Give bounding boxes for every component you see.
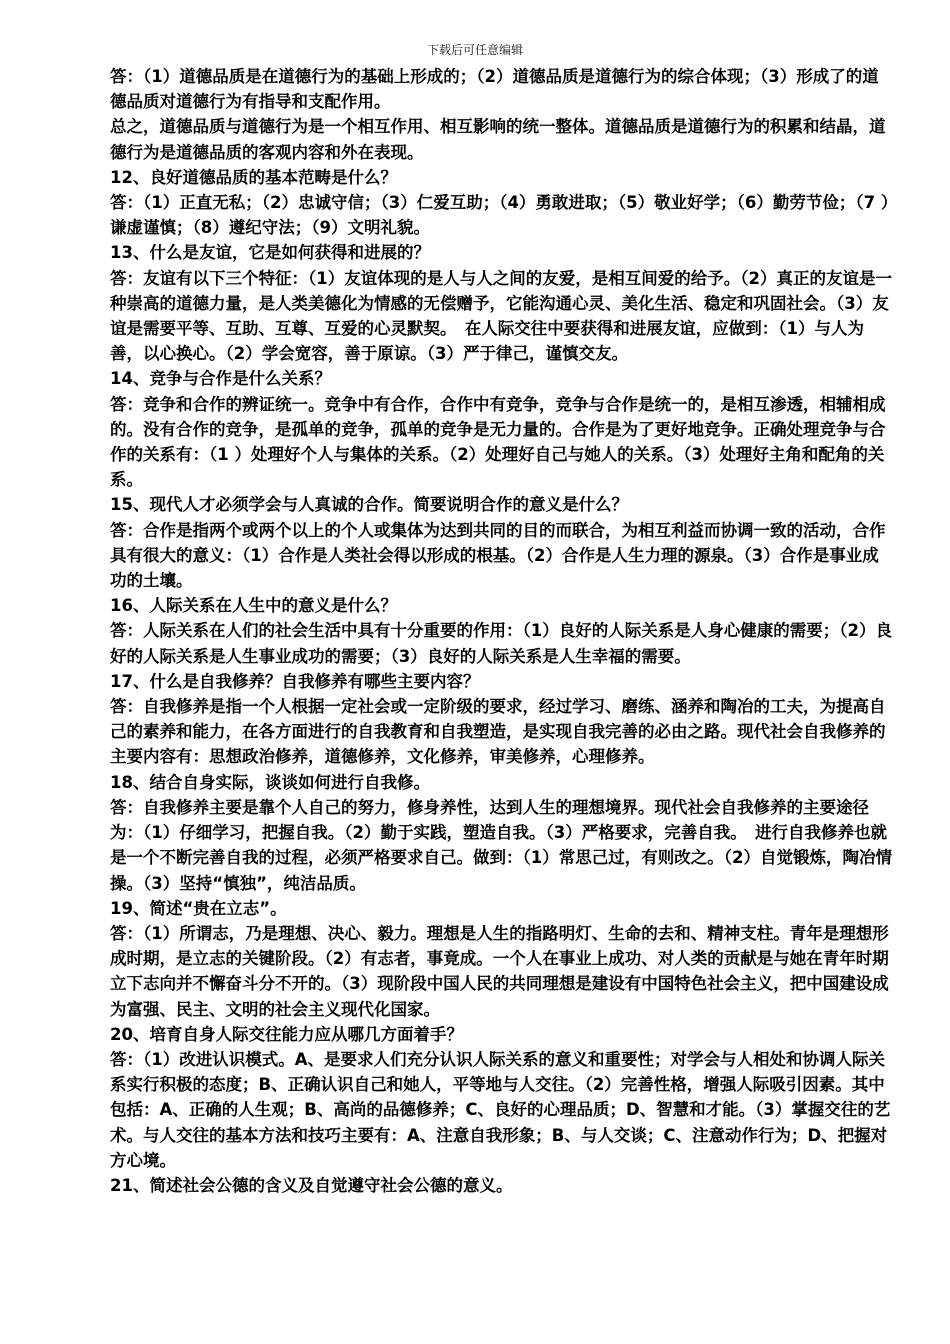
page-header: 下载后可任意编辑 (426, 43, 523, 57)
question-16: 16、人际关系在人生中的意义是什么？ (110, 596, 397, 616)
answer-13: 答：友谊有以下三个特征：（1）友谊体现的是人与人之间的友爱，是相互间爱的给予。（2）真正的友谊是一种崇高的道德力量，是人类美德化为情感的无偿赠予，它能沟通心灵、美化生活、稳定和巩固社会。（3）友谊是需要平等、互助、互尊、互爱的心灵默契。 在人际交往中要获得和进展友谊，应做到：（1）与人为善，以心换心。（2）学会宽容，善于原谅。（3）严于律己，谨慎交友。 (110, 268, 892, 364)
answer-12: 答：（1）正直无私；（2）忠诚守信；（3）仁爱互助；（4）勇敢进取；（5）敬业好学；（6）勤劳节俭；（7 ）谦虚谨慎；（8）遵纪守法；（9）文明礼貌。 (110, 193, 890, 238)
question-17: 17、什么是自我修养？自我修养有哪些主要内容？ (110, 671, 480, 691)
paragraph-summary-11: 总之，道德品质与道德行为是一个相互作用、相互影响的统一整体。道德品质是道德行为的积累和结晶，道德行为是道德品质的客观内容和外在表现。 (110, 117, 886, 162)
answer-19: 答：（1）所谓志，乃是理想、决心、毅力。理想是人生的指路明灯、生命的去和、精神支柱。青年是理想形成时期，是立志的关键阶段。（2）有志者，事竟成。一个人在事业上成功、对人类的贡献是与她在青年时期立下志向并不懈奋斗分不开的。（3）现阶段中国人民的共同理想是建设有中国特色社会主义，把中国建设成为富强、民主、文明的社会主义现代化国家。 (110, 923, 889, 1019)
question-20: 20、培育自身人际交往能力应从哪几方面着手？ (110, 1024, 463, 1044)
question-13: 13、什么是友谊，它是如何获得和进展的？ (110, 243, 430, 263)
question-14: 14、竞争与合作是什么关系？ (110, 369, 331, 389)
question-18: 18、结合自身实际，谈谈如何进行自我修。 (110, 772, 430, 792)
question-21: 21、简述社会公德的含义及自觉遵守社会公德的意义。 (110, 1175, 513, 1195)
question-15: 15、现代人才必须学会与人真诚的合作。简要说明合作的意义是什么？ (110, 495, 628, 515)
paragraph-answer-11: 答：（1）道德品质是在道德行为的基础上形成的；（2）道德品质是道德行为的综合体现；（3）形成了的道德品质对道德行为有指导和支配作用。 (110, 67, 879, 112)
answer-17: 答：自我修养是指一个人根据一定社会或一定阶级的要求，经过学习、磨练、涵养和陶冶的工夫，为提高自己的素养和能力，在各方面进行的自我教育和自我塑造，是实现自我完善的必由之路。现代社会自我修养的主要内容有：思想政治修养，道德修养，文化修养，审美修养，心理修养。 (110, 697, 886, 767)
answer-14: 答：竞争和合作的辨证统一。竞争中有合作，合作中有竞争，竞争与合作是统一的，是相互渗透，相辅相成的。没有合作的竞争，是孤单的竞争，孤单的竞争是无力量的。合作是为了更好地竞争。正确处理竞争与合作的关系有：（1 ）处理好个人与集体的关系。（2）处理好自己与她人的关系。（3）处理好主角和配角的关系。 (110, 394, 886, 490)
answer-20: 答：（1）改进认识模式。A、是要求人们充分认识人际关系的意义和重要性；对学会与人相处和协调人际关系实行积极的态度；B、正确认识自己和她人，平等地与人交往。（2）完善性格，增强人际吸引因素。其中包括：A、正确的人生观；B、高尚的品德修养；C、良好的心理品质；D、智慧和才能。（3）掌握交往的艺术。与人交往的基本方法和技巧主要有：A、注意自我形象；B、与人交谈；C、注意动作行为；D、把握对方心境。 (110, 1049, 891, 1170)
answer-15: 答：合作是指两个或两个以上的个人或集体为达到共同的目的而联合，为相互利益而协调一致的活动，合作具有很大的意义：（1）合作是人类社会得以形成的根基。（2）合作是人生力理的源泉。（3）合作是事业成功的土壤。 (110, 520, 886, 591)
document-body (110, 64, 895, 1198)
answer-18: 答：自我修养主要是靠个人自己的努力，修身养性，达到人生的理想境界。现代社会自我修养的主要途径为：（1）仔细学习，把握自我。（2）勤于实践，塑造自我。（3）严格要求，完善自我。 进行自我修养也就是一个不断完善自我的过程，必须严格要求自己。做到：（1）常思己过，有则改之。（2）自觉锻炼，陶冶情操。（3）坚持“慎独”，纯洁品质。 (110, 797, 892, 893)
question-19: 19、简述“贵在立志”。 (110, 898, 287, 918)
question-12: 12、良好道德品质的基本范畴是什么？ (110, 167, 397, 187)
answer-16: 答：人际关系在人们的社会生活中具有十分重要的作用：（1）良好的人际关系是人身心健康的需要；（2）良好的人际关系是人生事业成功的需要；（3）良好的人际关系是人生幸福的需要。 (110, 621, 892, 666)
